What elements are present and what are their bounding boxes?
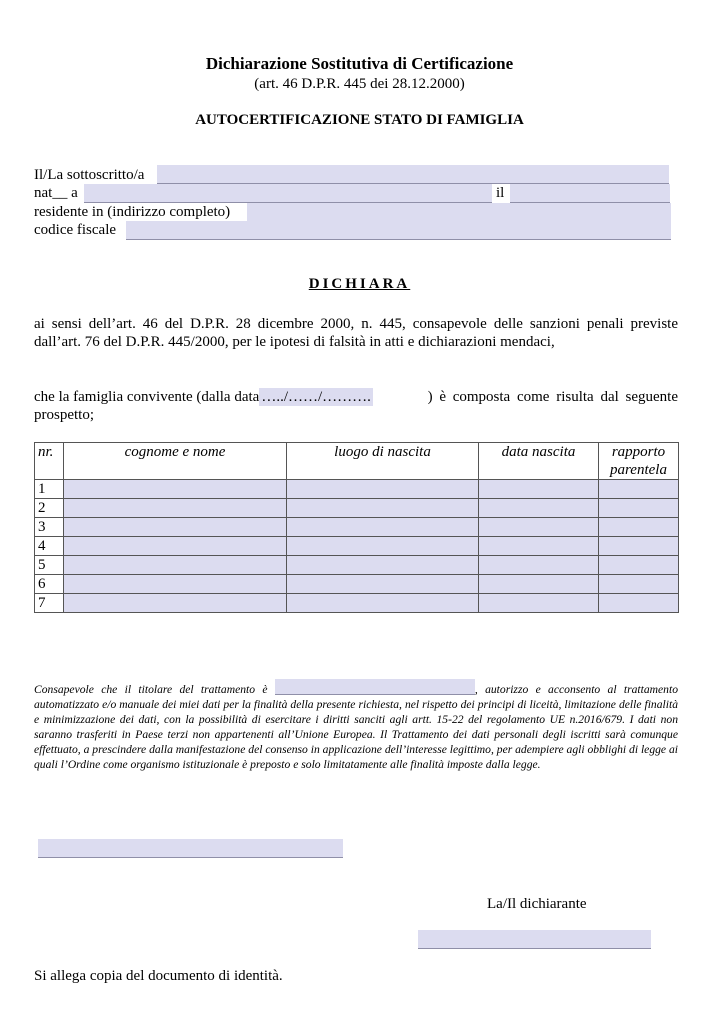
famiglia-line-1 [34, 388, 678, 406]
data-nascita-cell[interactable] [479, 518, 599, 537]
cognome-nome-cell[interactable] [64, 575, 287, 594]
codice-fiscale-field[interactable] [126, 221, 671, 240]
privacy-part-2: , autorizzo e acconsento al trattamento automatizzato e/o manuale dei miei dati per la finalità della presente richiesta, nel rispetto dei principi di liceità, limitazione delle finalità e minimizzazione dei dati, con la possibilità di esercitare i diritti sanciti agli artt. 15-22 del regolamento UE n.2016/679. I dati non saranno trasferiti in Paese terzi non appartenenti all’Unione Europea. Il Trattamento dei dati personali degli iscritti sarà comunque effettuato, a prescindere dalla manifestazione del consenso in applicazione dell’interesse legittimo, per adempiere agli obblighi di legge ai quali l’Ordine come organismo istituzionale è preposto e solo limitatamente alle finalità imposte dalla legge. [34, 683, 678, 771]
row-number: 6 [35, 575, 64, 594]
table-row [35, 575, 679, 594]
luogo-nascita-cell[interactable] [287, 537, 479, 556]
titolare-field[interactable] [275, 679, 475, 695]
family-table [34, 442, 679, 613]
famiglia-line-2: prospetto; [34, 407, 94, 423]
rapporto-parentela-cell[interactable] [599, 518, 679, 537]
row-number: 5 [35, 556, 64, 575]
table-row [35, 594, 679, 613]
table-row [35, 499, 679, 518]
nat-label: nat__ a [34, 185, 78, 201]
table-row [35, 518, 679, 537]
signature-label: La/Il dichiarante [487, 896, 587, 912]
header-luogo-nascita: luogo di nascita [287, 443, 479, 480]
intro-line-1: ai sensi dell’art. 46 del D.P.R. 28 dicembre 2000, n. 445, consapevole delle sanzioni penali previste [34, 316, 678, 332]
luogo-nascita-cell[interactable] [287, 556, 479, 575]
header-data-nascita: data nascita [479, 443, 599, 480]
luogo-data-field[interactable] [38, 839, 343, 858]
intro-line-2: dall’art. 76 del D.P.R. 445/2000, per le ipotesi di falsità in atti e dichiarazioni mendaci, [34, 334, 555, 350]
address-field[interactable] [247, 203, 671, 222]
codice-fiscale-label: codice fiscale [34, 222, 117, 238]
row-number: 1 [35, 480, 64, 499]
famiglia-date-field[interactable] [259, 388, 373, 406]
privacy-part-1: Consapevole che il titolare del trattamento è [34, 683, 268, 696]
famiglia-prefix: che la famiglia convivente (dalla data [34, 389, 260, 405]
date-dots: …../……/………. [261, 389, 371, 405]
sottoscritto-label: Il/La sottoscritto/a [34, 167, 145, 183]
cognome-nome-cell[interactable] [64, 480, 287, 499]
document-title: Dichiarazione Sostitutiva di Certificazione [205, 54, 514, 73]
luogo-nascita-cell[interactable] [287, 594, 479, 613]
cognome-nome-cell[interactable] [64, 499, 287, 518]
table-row [35, 537, 679, 556]
rapporto-parentela-cell[interactable] [599, 499, 679, 518]
row-number: 3 [35, 518, 64, 537]
data-nascita-cell[interactable] [479, 480, 599, 499]
birthplace-field[interactable] [84, 184, 492, 203]
luogo-nascita-cell[interactable] [287, 480, 479, 499]
header-rapporto-parentela: rapporto parentela [599, 443, 679, 480]
residente-label: residente in (indirizzo completo) [34, 204, 231, 220]
birthdate-field[interactable] [510, 184, 670, 203]
il-label: il [496, 185, 505, 201]
table-header-row [35, 443, 679, 480]
cognome-nome-cell[interactable] [64, 594, 287, 613]
luogo-nascita-cell[interactable] [287, 499, 479, 518]
row-number: 7 [35, 594, 64, 613]
dichiara-heading: DICHIARA [308, 276, 411, 292]
table-row [35, 556, 679, 575]
cognome-nome-cell[interactable] [64, 556, 287, 575]
data-nascita-cell[interactable] [479, 556, 599, 575]
header-cognome-nome: cognome e nome [64, 443, 287, 480]
privacy-paragraph [34, 679, 678, 772]
rapporto-parentela-cell[interactable] [599, 594, 679, 613]
luogo-nascita-cell[interactable] [287, 518, 479, 537]
data-nascita-cell[interactable] [479, 499, 599, 518]
rapporto-parentela-cell[interactable] [599, 537, 679, 556]
data-nascita-cell[interactable] [479, 594, 599, 613]
row-number: 4 [35, 537, 64, 556]
section-heading: AUTOCERTIFICAZIONE STATO DI FAMIGLIA [195, 112, 524, 128]
famiglia-suffix: ) è composta come risulta dal seguente [427, 389, 678, 405]
data-nascita-cell[interactable] [479, 575, 599, 594]
rapporto-parentela-cell[interactable] [599, 556, 679, 575]
document-subtitle: (art. 46 D.P.R. 445 dei 28.12.2000) [254, 76, 465, 92]
luogo-nascita-cell[interactable] [287, 575, 479, 594]
row-number: 2 [35, 499, 64, 518]
signature-field[interactable] [418, 930, 651, 949]
data-nascita-cell[interactable] [479, 537, 599, 556]
header-nr: nr. [35, 443, 64, 480]
table-row [35, 480, 679, 499]
cognome-nome-cell[interactable] [64, 518, 287, 537]
footer-note: Si allega copia del documento di identità. [34, 968, 283, 984]
rapporto-parentela-cell[interactable] [599, 575, 679, 594]
name-field[interactable] [157, 165, 669, 184]
cognome-nome-cell[interactable] [64, 537, 287, 556]
rapporto-parentela-cell[interactable] [599, 480, 679, 499]
